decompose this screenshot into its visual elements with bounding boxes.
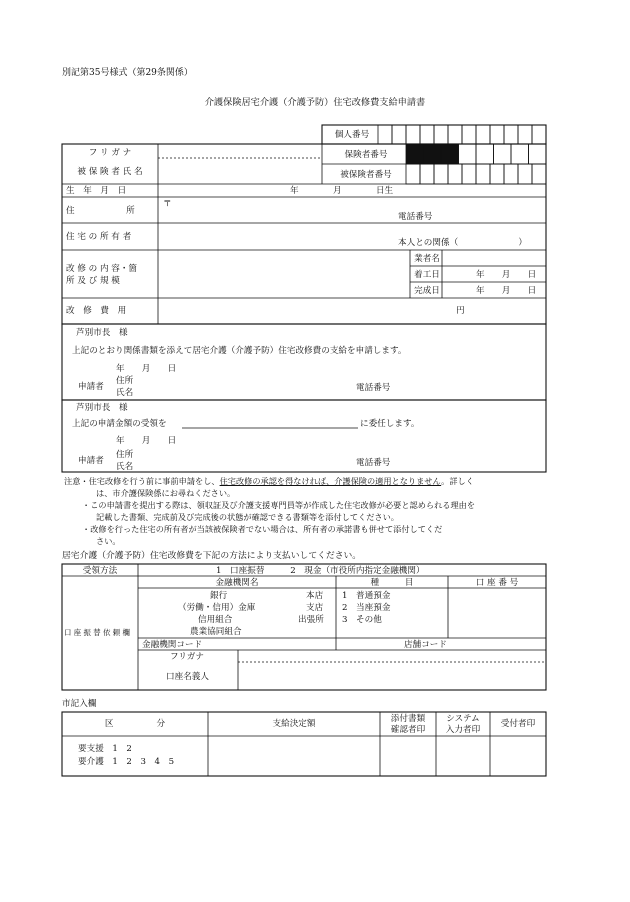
note-3-cont: さい。 <box>96 536 121 546</box>
work-label-line1: 改 修 の 内 容・箇 <box>66 264 138 274</box>
pn-cells-digit-cell[interactable] <box>420 125 434 144</box>
note-1-cont: は、市介護保険係にお尋ねください。 <box>96 488 236 498</box>
insd-cells-digit-cell[interactable] <box>518 164 532 184</box>
furigana-input[interactable] <box>160 146 320 157</box>
ins-cells-digit-cell[interactable] <box>406 144 424 164</box>
insured-number-label: 被保険者番号 <box>340 170 392 180</box>
address-input[interactable] <box>172 199 392 221</box>
insd-cells-digit-cell[interactable] <box>462 164 476 184</box>
insd-cells-digit-cell[interactable] <box>420 164 434 184</box>
pn-cells-digit-cell[interactable] <box>378 125 392 144</box>
bank-type-1[interactable]: 銀行 <box>210 591 228 601</box>
delegation-name-label: 氏名 <box>116 462 134 472</box>
application-date[interactable]: 年 月 日 <box>116 364 177 374</box>
application-name-label: 氏名 <box>116 388 134 398</box>
office-section-label: 市記入欄 <box>62 699 97 709</box>
delegate-input[interactable] <box>182 416 358 428</box>
delegation-addressee: 芦別市長 様 <box>76 403 128 413</box>
branch-type-3[interactable]: 出張所 <box>298 615 324 625</box>
pn-cells-digit-cell[interactable] <box>434 125 448 144</box>
start-date-value[interactable]: 年 月 日 <box>476 270 537 280</box>
col-amount: 支給決定額 <box>272 719 316 729</box>
insd-cells-digit-cell[interactable] <box>476 164 490 184</box>
ins-cells-digit-cell[interactable] <box>511 144 529 164</box>
work-description-input[interactable] <box>160 252 408 296</box>
insured-name-input[interactable] <box>160 160 320 182</box>
birth-value[interactable]: 年 月 日生 <box>290 186 394 196</box>
branch-type-1[interactable]: 本店 <box>306 591 324 601</box>
col-system-line1: システム <box>446 714 480 724</box>
deposit-type-2[interactable]: 2 当座預金 <box>342 603 391 613</box>
complete-date-value[interactable]: 年 月 日 <box>476 286 537 296</box>
col-docs-line1: 添付書類 <box>390 714 426 724</box>
complete-date-label: 完成日 <box>414 286 440 296</box>
support-level-row[interactable]: 要支援 1 2 <box>78 744 132 754</box>
phone-label: 電話番号 <box>398 212 433 222</box>
ins-cells-digit-cell[interactable] <box>529 144 547 164</box>
holder-furigana-label: フリガナ <box>170 652 204 662</box>
holder-name-label: 口座名義人 <box>166 672 209 682</box>
insd-cells-digit-cell[interactable] <box>434 164 448 184</box>
bank-type-4[interactable]: 農業協同組合 <box>190 627 242 637</box>
ins-cells-digit-cell[interactable] <box>476 144 494 164</box>
insd-cells-digit-cell[interactable] <box>490 164 504 184</box>
payment-intro: 居宅介護（介護予防）住宅改修費を下記の方法により支払いしてください。 <box>62 551 362 561</box>
ins-cells-digit-cell[interactable] <box>494 144 512 164</box>
cost-label: 改 修 費 用 <box>66 306 127 316</box>
page-title: 介護保険居宅介護（介護予防）住宅改修費支給申請書 <box>204 97 426 108</box>
postal-mark: 〒 <box>163 199 172 209</box>
bank-name-label: 金融機関名 <box>215 578 259 588</box>
col-docs-line2: 確認者印 <box>390 725 426 735</box>
bank-code-input[interactable] <box>230 640 334 649</box>
pn-cells-digit-cell[interactable] <box>462 125 476 144</box>
holder-furigana-input[interactable] <box>240 651 544 661</box>
note-1: 注意・住宅改修を行う前に事前申請をし、住宅改修の承認を得なければ、介護保険の適用となりません。詳しく <box>64 476 474 486</box>
address-label: 住 所 <box>66 206 135 216</box>
application-addressee: 芦別市長 様 <box>76 328 128 338</box>
col-category: 区 分 <box>104 719 166 729</box>
insd-cells-digit-cell[interactable] <box>532 164 546 184</box>
account-transfer-label: 口 座 振 替 依 頼 欄 <box>64 628 130 637</box>
pn-cells-digit-cell[interactable] <box>532 125 546 144</box>
contractor-label: 業者名 <box>414 254 440 264</box>
owner-input[interactable] <box>160 225 390 247</box>
personal-number-label: 個人番号 <box>334 130 370 140</box>
pn-cells-digit-cell[interactable] <box>392 125 406 144</box>
furigana-label: フ リ ガ ナ <box>88 148 132 158</box>
cost-input[interactable] <box>160 300 450 322</box>
pn-cells-digit-cell[interactable] <box>406 125 420 144</box>
method-options[interactable]: 1 口座振替 2 現金（市役所内指定金融機関） <box>216 566 425 576</box>
delegation-date[interactable]: 年 月 日 <box>116 436 177 446</box>
ins-cells-digit-cell[interactable] <box>424 144 442 164</box>
insd-cells-digit-cell[interactable] <box>504 164 518 184</box>
account-type-label: 種 目 <box>370 578 414 588</box>
method-label: 受領方法 <box>82 566 118 576</box>
application-address-label: 住所 <box>116 376 134 386</box>
application-phone-label: 電話番号 <box>356 383 391 393</box>
insd-cells-digit-cell[interactable] <box>448 164 462 184</box>
branch-code-input[interactable] <box>460 640 544 649</box>
birth-label: 生 年 月 日 <box>66 186 127 196</box>
branch-type-2[interactable]: 支店 <box>306 603 324 613</box>
ins-cells-digit-cell[interactable] <box>441 144 459 164</box>
owner-label: 住 宅 の 所 有 者 <box>66 232 132 242</box>
insd-cells-digit-cell[interactable] <box>406 164 420 184</box>
holder-name-input[interactable] <box>240 664 544 688</box>
pn-cells-digit-cell[interactable] <box>490 125 504 144</box>
form-number: 別記第35号様式（第29条関係） <box>62 68 193 78</box>
pn-cells-digit-cell[interactable] <box>448 125 462 144</box>
account-number-input[interactable] <box>450 590 544 636</box>
bank-code-label: 金融機関コード <box>142 640 203 650</box>
care-level-row[interactable]: 要介護 1 2 3 4 5 <box>78 757 175 767</box>
work-label-line2: 所 及 び 規 模 <box>66 276 120 286</box>
insured-name-label: 被 保 険 者 氏 名 <box>77 167 143 177</box>
deposit-type-1[interactable]: 1 普通預金 <box>342 591 391 601</box>
application-statement: 上記のとおり関係書類を添えて居宅介護（介護予防）住宅改修費の支給を申請します。 <box>72 346 407 356</box>
delegation-applicant-label: 申請者 <box>78 456 104 466</box>
note-2-cont: 記載した書類、完成前及び完成後の状態が確認できる書類等を添付してください。 <box>96 512 399 522</box>
delegation-statement-pre: 上記の申請金額の受領を <box>72 419 167 429</box>
application-applicant-label: 申請者 <box>78 382 104 392</box>
relation-label: 本人との関係（ ） <box>398 238 527 248</box>
col-system-line2: 入力者印 <box>445 725 481 735</box>
note-2: ・この申請書を提出する際は、領収証及び介護支援専門員等が作成した住宅改修が必要と認められる理由を <box>82 500 476 510</box>
bank-type-3[interactable]: 信用組合 <box>198 615 233 625</box>
delegation-statement-post: に委任します。 <box>360 419 420 429</box>
pn-cells-digit-cell[interactable] <box>518 125 532 144</box>
cost-unit: 円 <box>456 306 465 316</box>
ins-cells-digit-cell[interactable] <box>459 144 477 164</box>
delegation-phone-label: 電話番号 <box>356 458 391 468</box>
start-date-label: 着工日 <box>414 270 440 280</box>
deposit-type-3[interactable]: 3 その他 <box>342 615 382 625</box>
note-3: ・改修を行った住宅の所有者が当該被保険者でない場合は、所有者の承諾書も併せて添付してくだ <box>82 524 443 534</box>
account-number-label: 口 座 番 号 <box>475 578 519 588</box>
branch-code-label: 店舗コード <box>404 640 447 650</box>
delegation-address-label: 住所 <box>116 450 134 460</box>
bank-type-2[interactable]: （労働・信用）金庫 <box>178 603 256 613</box>
col-receipt: 受付者印 <box>500 719 536 729</box>
pn-cells-digit-cell[interactable] <box>504 125 518 144</box>
pn-cells-digit-cell[interactable] <box>476 125 490 144</box>
insurer-number-label: 保険者番号 <box>344 150 388 160</box>
